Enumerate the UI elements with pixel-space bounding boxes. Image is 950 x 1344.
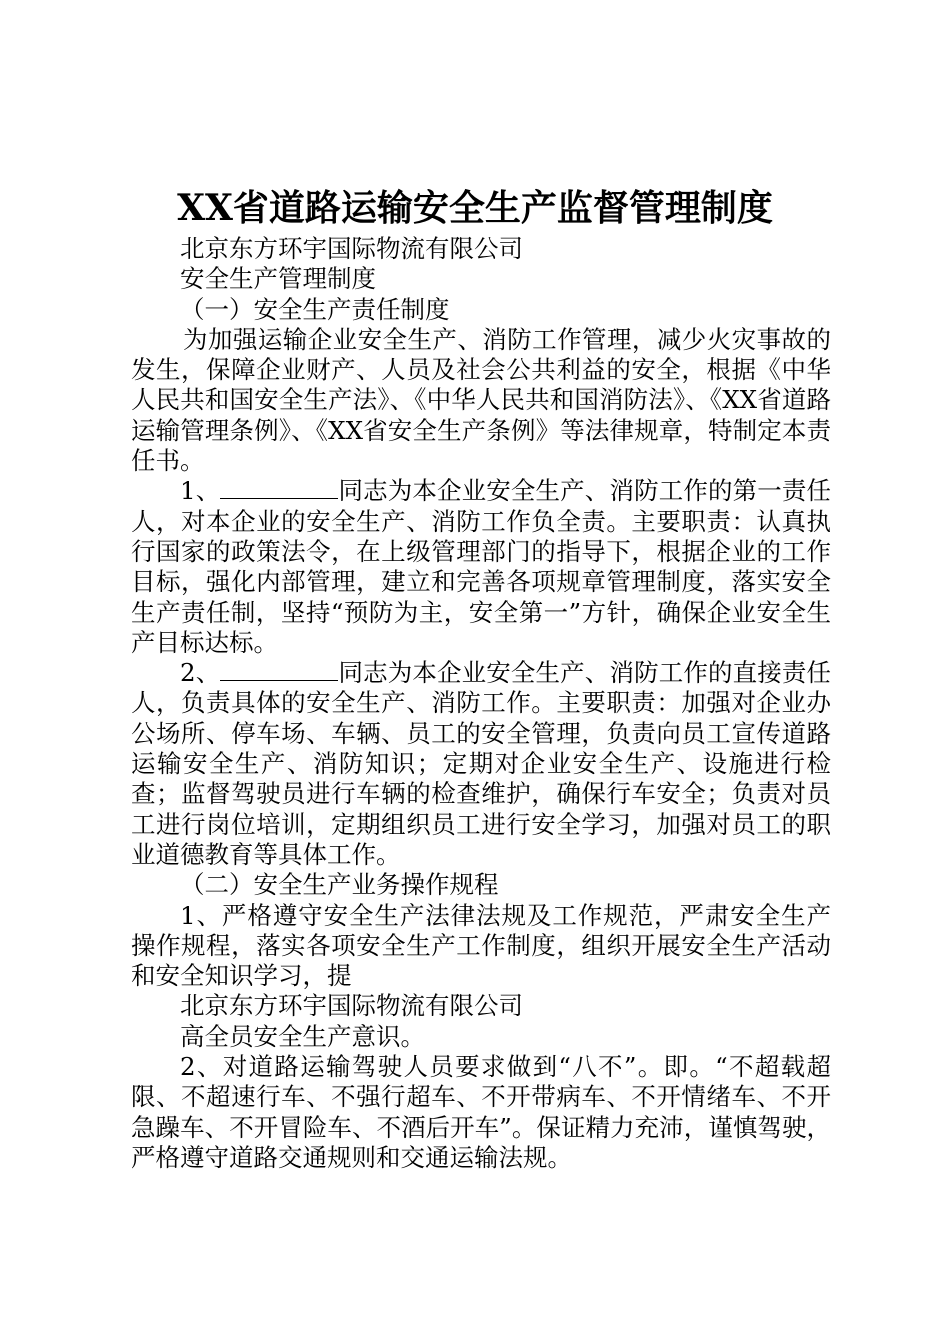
document-title: XX省道路运输安全生产监督管理制度 (177, 187, 773, 229)
op1-paragraph: 1、严格遵守安全生产法律法规及工作规范，严肃安全生产操作规程，落实各项安全生产工作制度，组织开展安全生产活动和安全知识学习，提 (131, 900, 831, 991)
item1-paragraph (131, 476, 831, 658)
name-blank-1 (220, 496, 338, 499)
subtitle: 安全生产管理制度 (180, 264, 376, 294)
company-line-2: 北京东方环宇国际物流有限公司 (180, 991, 523, 1021)
item2-prefix: 2、 (180, 658, 221, 688)
item1-prefix: 1、 (180, 476, 221, 506)
section1-heading: （一）安全生产责任制度 (180, 294, 450, 324)
item2-text: 同志为本企业安全生产、消防工作的直接责任人，负责具体的安全生产、消防工作。主要职责：加强对企业办公场所、停车场、车辆、员工的安全管理，负责向员工宣传道路运输安全生产、消防知识；定期对企业安全生产、设施进行检查；监督驾驶员进行车辆的检查维护，确保行车安全；负责对员工进行岗位培训，定期组织员工进行安全学习，加强对员工的职业道德教育等具体工作。 (131, 658, 831, 869)
intro-paragraph: 为加强运输企业安全生产、消防工作管理，减少火灾事故的发生，保障企业财产、人员及社会公共利益的安全，根据《中华人民共和国安全生产法》、《中华人民共和国消防法》、《XX省道路运输管理条例》、《XX省安全生产条例》等法律规章，特制定本责任书。 (131, 324, 831, 476)
op2-paragraph: 2、对道路运输驾驶人员要求做到“八不”。即。“不超载超限、不超速行车、不强行超车、不开带病车、不开情绪车、不开急躁车、不开冒险车、不酒后开车”。保证精力充沛，谨慎驾驶，严格遵守道路交通规则和交通运输法规。 (131, 1052, 831, 1172)
op1-continued: 高全员安全生产意识。 (180, 1021, 425, 1051)
item1-text: 同志为本企业安全生产、消防工作的第一责任人，对本企业的安全生产、消防工作负全责。主要职责：认真执行国家的政策法令，在上级管理部门的指导下，根据企业的工作目标，强化内部管理，建立和完善各项规章管理制度，落实安全生产责任制，坚持“预防为主，安全第一”方针，确保企业安全生产目标达标。 (131, 476, 831, 657)
section2-heading: （二）安全生产业务操作规程 (180, 870, 499, 900)
item2-paragraph (131, 658, 831, 870)
name-blank-2 (220, 678, 338, 681)
document-body (131, 234, 831, 1173)
company-line: 北京东方环宇国际物流有限公司 (180, 234, 523, 263)
